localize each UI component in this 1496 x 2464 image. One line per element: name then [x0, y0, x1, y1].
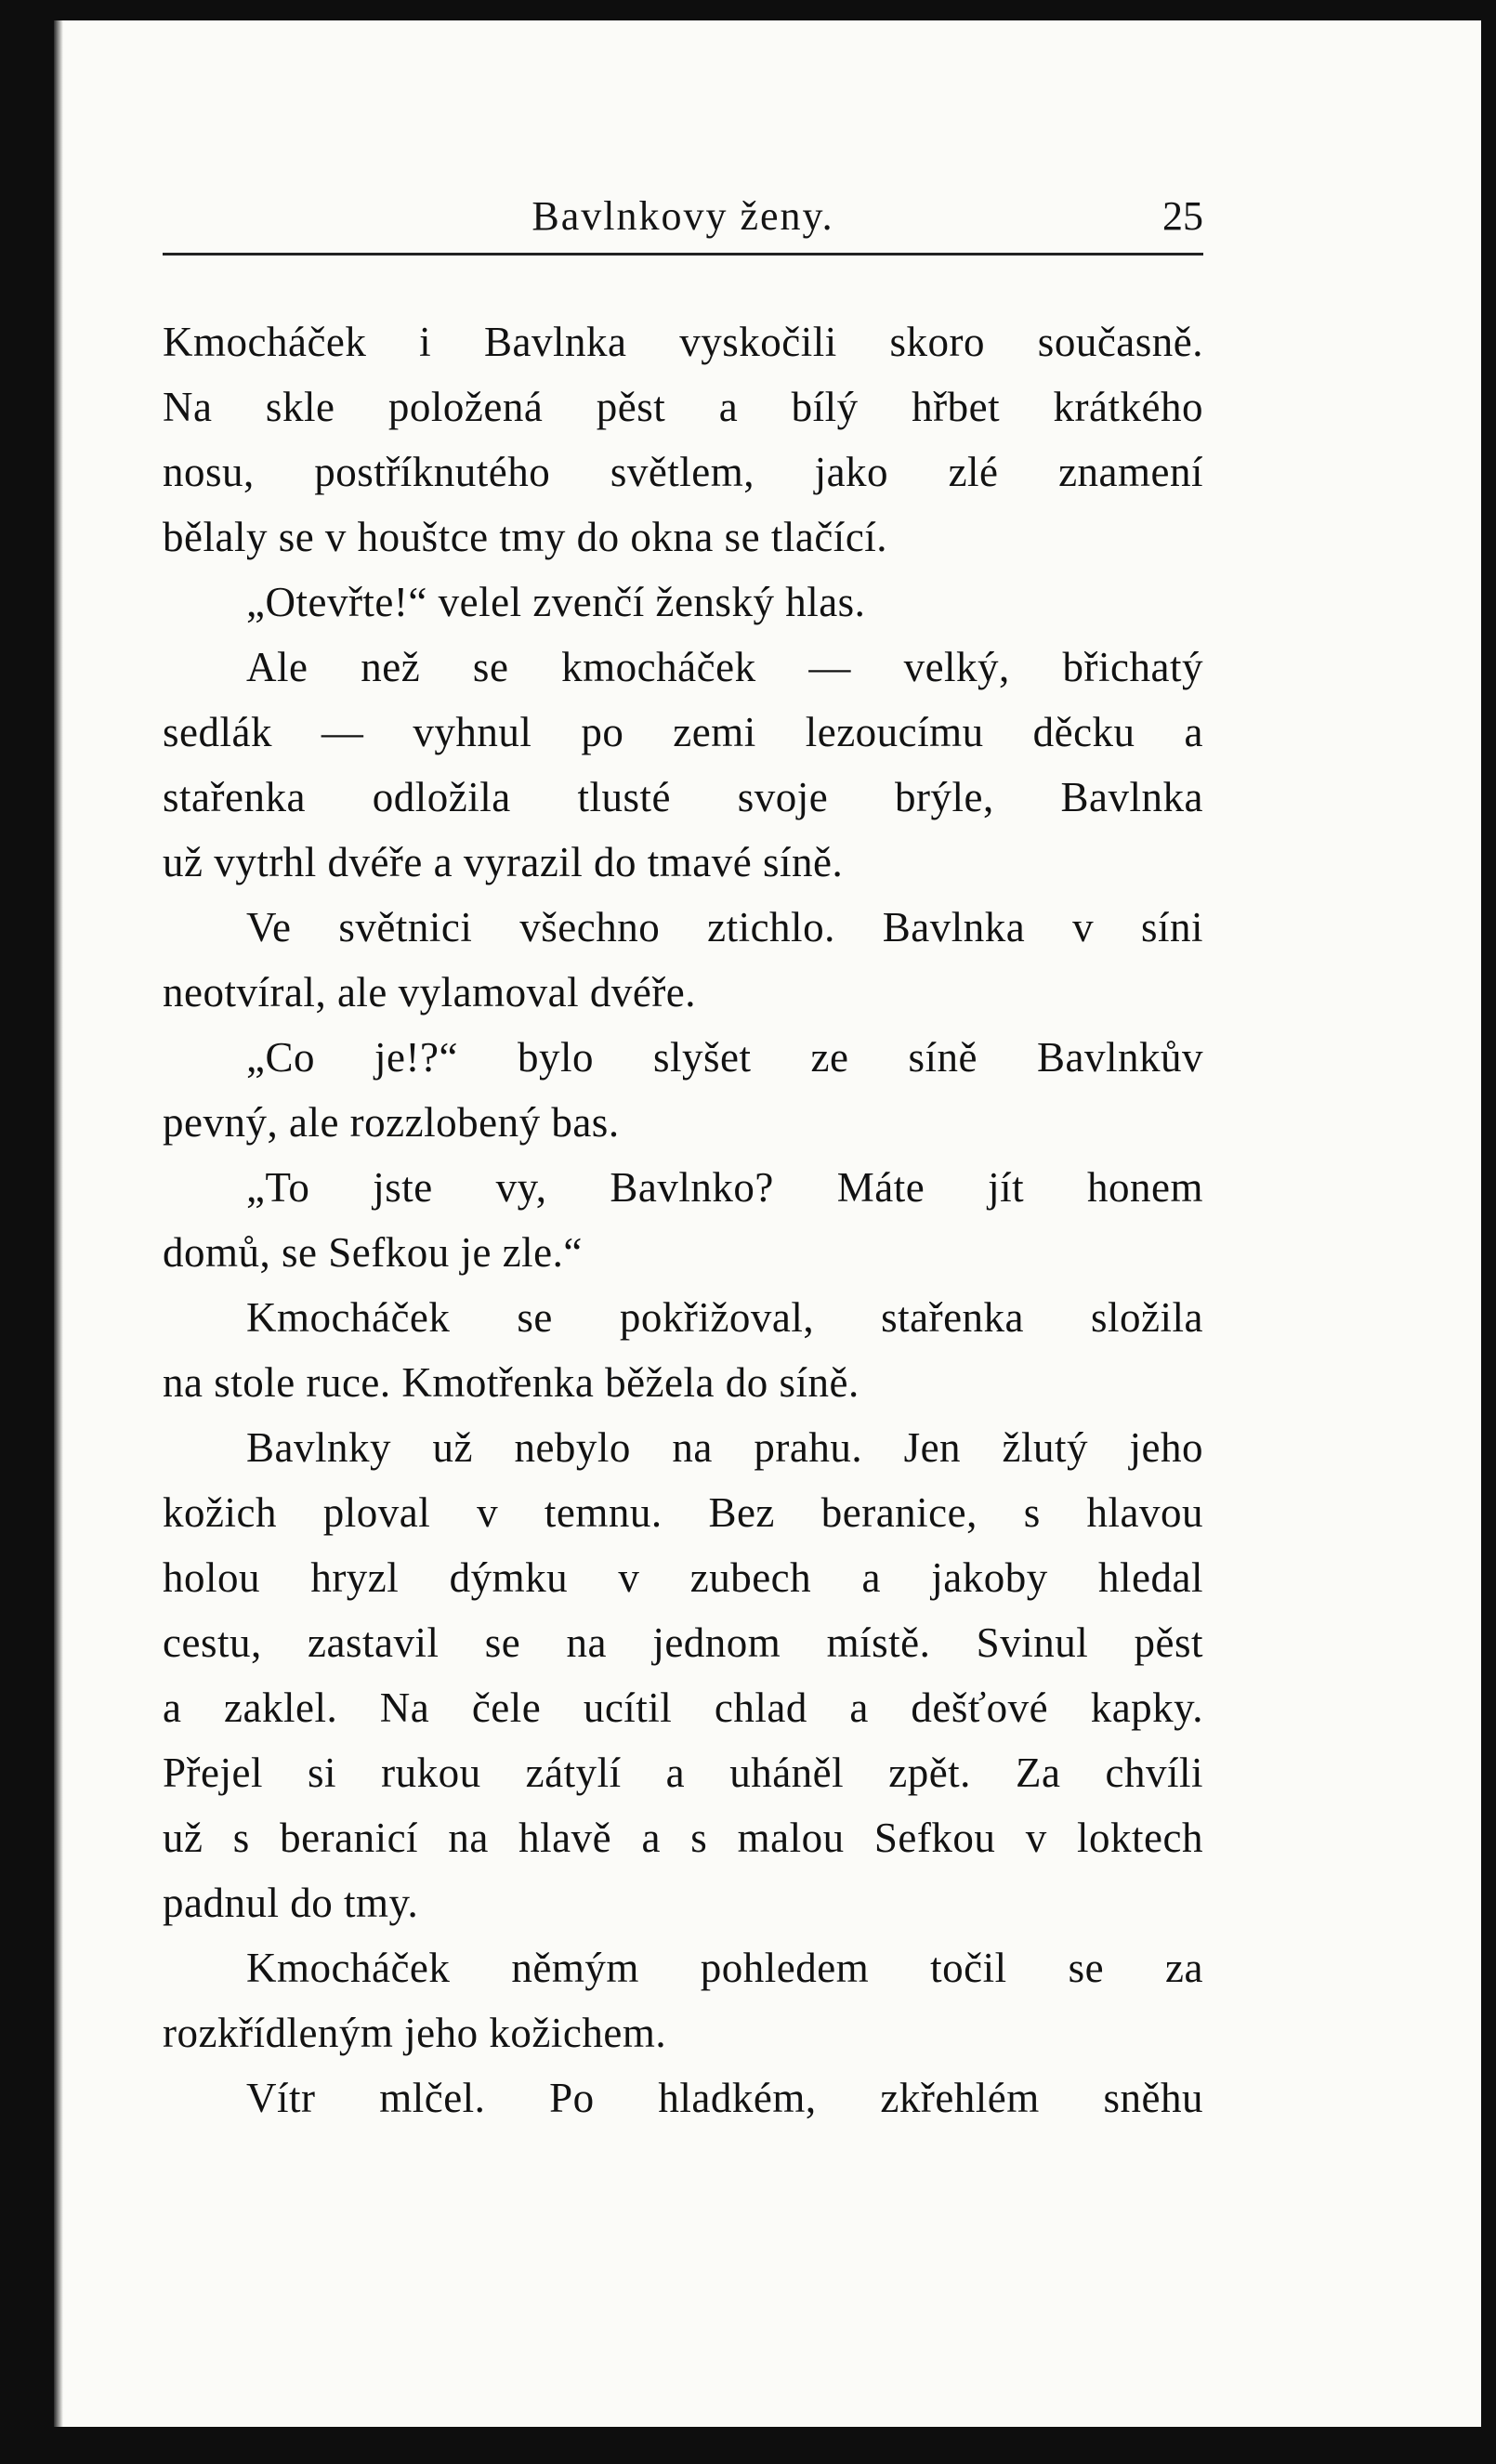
text-line: na stole ruce. Kmotřenka běžela do síně. [163, 1359, 860, 1406]
text-line: sedlák — vyhnul po zemi lezoucímu děcku a [163, 709, 1203, 755]
text-line: Na skle položená pěst a bílý hřbet krátkého [163, 384, 1203, 430]
text-line: Ve světnici všechno ztichlo. Bavlnka v síni [246, 904, 1203, 950]
text-line: Kmocháček němým pohledem točil se za [246, 1945, 1203, 1991]
text-line: „Otevřte!“ velel zvenčí ženský hlas. [246, 579, 866, 625]
text-line: domů, se Sefkou je zle.“ [163, 1229, 583, 1276]
text-line: cestu, zastavil se na jednom místě. Svinul pěst [163, 1619, 1203, 1666]
text-line: nosu, postříknutého světlem, jako zlé znamení [163, 449, 1203, 495]
text-line: pevný, ale rozzlobený bas. [163, 1099, 620, 1146]
text-line: Kmocháček se pokřižoval, stařenka složila [246, 1294, 1203, 1341]
text-line: padnul do tmy. [163, 1880, 419, 1926]
page-gutter [54, 20, 63, 2427]
page-header [163, 183, 1203, 252]
text-line: holou hryzl dýmku v zubech a jakoby hledal [163, 1554, 1203, 1601]
text-line: „Co je!?“ bylo slyšet ze síně Bavlnkův [246, 1034, 1203, 1081]
text-line: neotvíral, ale vylamoval dvéře. [163, 969, 697, 1016]
text-line: už s beranicí na hlavě a s malou Sefkou v loktech [163, 1815, 1203, 1861]
text-line: „To jste vy, Bavlnko? Máte jít honem [246, 1164, 1203, 1211]
text-line: rozkřídleným jeho kožichem. [163, 2010, 667, 2056]
text-line: Vítr mlčel. Po hladkém, zkřehlém sněhu [246, 2075, 1203, 2121]
text-line: Přejel si rukou zátylí a uháněl zpět. Za chvíli [163, 1750, 1203, 1796]
text-line: kožich ploval v temnu. Bez beranice, s hlavou [163, 1489, 1203, 1536]
text-line: bělaly se v houštce tmy do okna se tlačící. [163, 514, 888, 560]
text-line: a zaklel. Na čele ucítil chlad a dešťové kapky. [163, 1684, 1203, 1731]
page-number: 25 [1162, 193, 1203, 239]
text-line: stařenka odložila tlusté svoje brýle, Bavlnka [163, 774, 1203, 820]
running-title: Bavlnkovy ženy. [531, 193, 834, 239]
header-rule [163, 253, 1203, 256]
text-line: Ale než se kmocháček — velký, břichatý [246, 644, 1203, 690]
text-body [163, 309, 1203, 2130]
text-line: Bavlnky už nebylo na prahu. Jen žlutý jeho [246, 1424, 1203, 1471]
text-line: už vytrhl dvéře a vyrazil do tmavé síně. [163, 839, 844, 885]
text-line: Kmocháček i Bavlnka vyskočili skoro současně. [163, 319, 1203, 365]
